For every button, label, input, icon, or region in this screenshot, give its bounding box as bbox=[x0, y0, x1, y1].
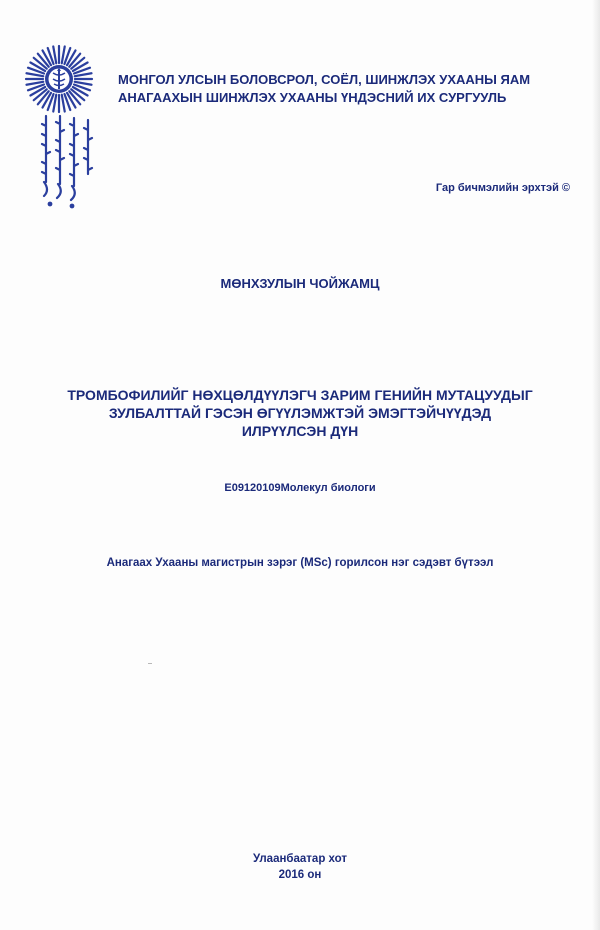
seal-ray bbox=[75, 82, 92, 85]
city: Улаанбаатар хот bbox=[252, 853, 348, 865]
scan-edge-shadow bbox=[592, 0, 600, 930]
seal-ray bbox=[27, 73, 44, 76]
seal-ray bbox=[75, 73, 92, 76]
year: 2016 он bbox=[278, 869, 322, 881]
thesis-title-line-2: ЗУЛБАЛТТАЙ ГЭСЭН ӨГҮҮЛЭМЖТЭЙ ЭМЭГТЭЙЧҮҮДЭД bbox=[108, 405, 492, 421]
institution-header bbox=[118, 71, 588, 107]
thesis-title-line-1: ТРОМБОФИЛИЙГ НӨХЦӨЛДҮҮЛЭГЧ ЗАРИМ ГЕНИЙН МУТАЦУУДЫГ bbox=[67, 387, 533, 403]
author-name: МӨНХЗУЛЫН ЧОЙЖАМЦ bbox=[220, 276, 380, 291]
seal-ray bbox=[53, 95, 56, 112]
seal-ray bbox=[62, 47, 65, 64]
university-name: АНАГААХЫН ШИНЖЛЭХ УХААНЫ ҮНДЭСНИЙ ИХ СУРГУУЛЬ bbox=[118, 90, 507, 105]
place-and-date bbox=[0, 851, 600, 883]
copyright-notice: Гар бичмэлийн эрхтэй © bbox=[435, 182, 570, 194]
seal-ray bbox=[27, 82, 44, 85]
thesis-title-line-3: ИЛРҮҮЛСЭН ДҮН bbox=[241, 423, 359, 439]
ministry-name: МОНГОЛ УЛСЫН БОЛОВСРОЛ, СОЁЛ, ШИНЖЛЭХ УХААНЫ ЯАМ bbox=[118, 72, 531, 87]
thesis-title bbox=[20, 386, 580, 440]
seal-ray bbox=[62, 95, 65, 112]
mongolian-script-emblem bbox=[32, 112, 102, 212]
specialty-code: E09120109Молекул биологи bbox=[224, 482, 376, 494]
university-seal-icon bbox=[24, 44, 94, 114]
seal-ray bbox=[53, 47, 56, 64]
degree-statement: Анагаах Ухааны магистрын зэрэг (MSc) горилсон нэг сэдэвт бүтээл bbox=[106, 557, 494, 569]
scan-speck bbox=[148, 663, 152, 664]
